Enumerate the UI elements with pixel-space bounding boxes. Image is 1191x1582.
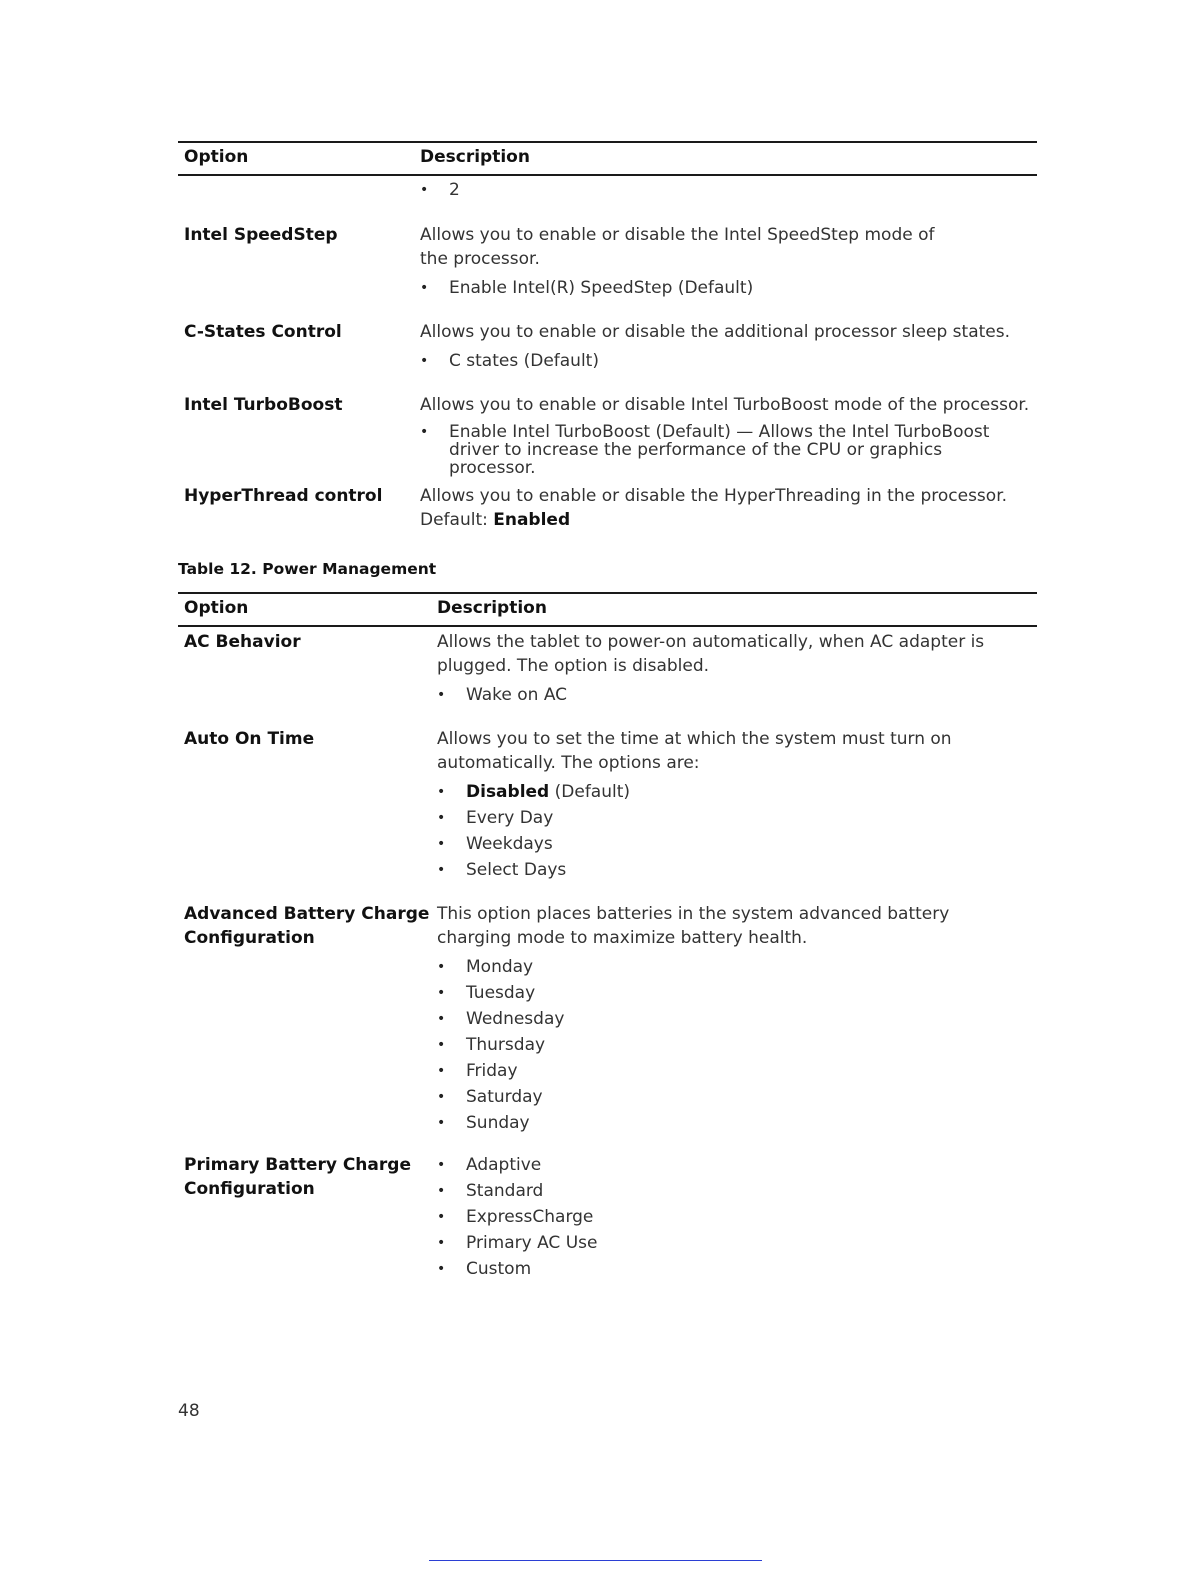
list-item: • Select Days <box>437 857 977 883</box>
list-item: • Standard <box>437 1178 1017 1204</box>
power-management-table <box>178 592 1037 1292</box>
list-item: • Primary AC Use <box>437 1230 1017 1256</box>
option-description: Allows you to set the time at which the system must turn on automatically. The options are: <box>437 729 952 773</box>
list-item: • ExpressCharge <box>437 1204 1017 1230</box>
table-header <box>178 141 1037 176</box>
list-item: • Wednesday <box>437 1006 1017 1032</box>
footer-link-line <box>429 1560 762 1561</box>
header-option: Option <box>184 598 249 618</box>
option-description: Allows you to enable or disable Intel TurboBoost mode of the processor. <box>420 395 1030 415</box>
list-item: • C states (Default) <box>420 348 1032 374</box>
option-description: Allows you to enable or disable the additional processor sleep states. <box>420 322 1011 342</box>
header-description: Description <box>420 147 530 167</box>
option-description: Allows the tablet to power-on automatically, when AC adapter is plugged. The option is disabled. <box>437 632 985 676</box>
list-item: • Every Day <box>437 805 977 831</box>
list-item: • Saturday <box>437 1084 1017 1110</box>
page-number: 48 <box>178 1401 200 1421</box>
list-item: • Adaptive <box>437 1152 1017 1178</box>
option-description: Allows you to enable or disable the Intel SpeedStep mode of the processor. <box>420 225 935 269</box>
option-label: Auto On Time <box>184 729 315 749</box>
list-item: • Sunday <box>437 1110 1017 1136</box>
list-item: • Enable Intel TurboBoost (Default) — Allows the Intel TurboBoost driver to increase the performance of the CPU or graphics processor. <box>420 423 1032 477</box>
table-header <box>178 592 1037 627</box>
option-label: Primary Battery Charge Configuration <box>184 1155 411 1199</box>
list-item: • Friday <box>437 1058 1017 1084</box>
list-item: • Custom <box>437 1256 1017 1282</box>
option-label: Advanced Battery Charge Configuration <box>184 904 430 948</box>
option-label: Intel TurboBoost <box>184 395 343 415</box>
header-option: Option <box>184 147 249 167</box>
option-label: C-States Control <box>184 322 342 342</box>
option-description: Allows you to enable or disable the HyperThreading in the processor. <box>420 486 1008 506</box>
list-item: • Wake on AC <box>437 682 997 708</box>
list-item: • Disabled (Default) <box>437 779 977 805</box>
option-description: This option places batteries in the system advanced battery charging mode to maximize battery health. <box>437 904 950 948</box>
header-description: Description <box>437 598 547 618</box>
list-item: • Thursday <box>437 1032 1017 1058</box>
list-item: • Monday <box>437 954 1017 980</box>
option-label: HyperThread control <box>184 486 383 506</box>
option-label: Intel SpeedStep <box>184 225 338 245</box>
list-item: • Enable Intel(R) SpeedStep (Default) <box>420 275 960 301</box>
list-item: • Tuesday <box>437 980 1017 1006</box>
default-value: Default: Enabled <box>420 510 571 530</box>
list-item: • Weekdays <box>437 831 977 857</box>
list-item: • 2 <box>420 177 1030 203</box>
table-caption: Table 12. Power Management <box>178 560 437 578</box>
option-label: AC Behavior <box>184 632 301 652</box>
processor-table <box>178 141 1037 541</box>
